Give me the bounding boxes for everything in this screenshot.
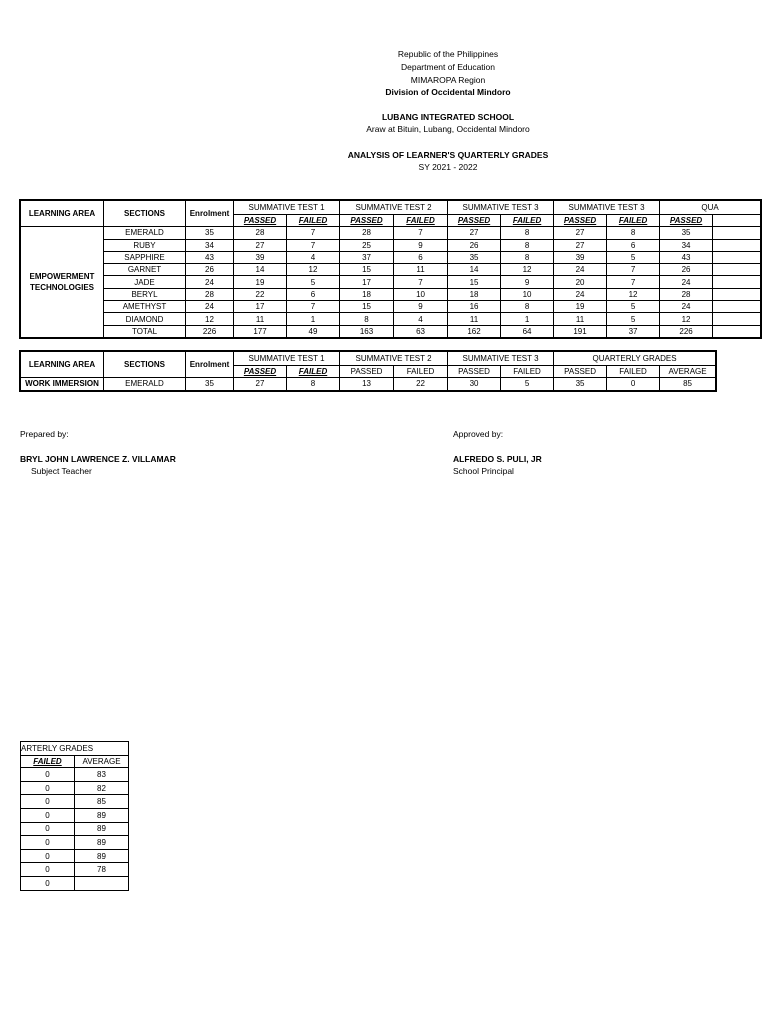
table-row — [21, 822, 129, 836]
header-region: MIMAROPA Region — [410, 75, 486, 85]
table-row — [21, 795, 129, 809]
subhead-passed: PASSED — [448, 366, 501, 378]
group-quarterly-grades: QUARTERLY GRADES — [554, 352, 716, 366]
value-cell — [713, 227, 761, 239]
section-cell: GARNET — [104, 264, 186, 276]
average-cell: 78 — [75, 863, 129, 877]
value-cell: 7 — [394, 227, 448, 239]
col-learning-area: LEARNING AREA — [21, 201, 104, 227]
value-cell: 24 — [554, 264, 607, 276]
table-row — [21, 877, 129, 891]
value-cell: 30 — [448, 378, 501, 390]
table-row — [21, 313, 761, 325]
subhead-average: AVERAGE — [75, 756, 129, 768]
work-immersion-table — [20, 351, 716, 391]
section-cell: EMERALD — [104, 378, 186, 390]
school-name: LUBANG INTEGRATED SCHOOL — [381, 112, 515, 122]
value-cell: 8 — [607, 227, 660, 239]
subhead-passed: PASSED — [340, 215, 394, 227]
value-cell: 63 — [394, 325, 448, 337]
table-row — [21, 781, 129, 795]
subhead-passed: PASSED — [554, 215, 607, 227]
empowerment-table-wrapper — [20, 200, 719, 340]
value-cell: 8 — [501, 239, 554, 251]
value-cell — [713, 288, 761, 300]
value-cell: 27 — [234, 378, 287, 390]
value-cell: 163 — [340, 325, 394, 337]
prepared-by-name: BRYL JOHN LAWRENCE Z. VILLAMAR — [20, 454, 176, 464]
group-summative-test-3b: SUMMATIVE TEST 3 — [554, 201, 660, 215]
value-cell: 17 — [340, 276, 394, 288]
approved-by-label: Approved by: — [453, 429, 504, 439]
value-cell: 43 — [660, 251, 713, 263]
value-cell: 8 — [340, 313, 394, 325]
value-cell: 64 — [501, 325, 554, 337]
value-cell: 7 — [287, 301, 340, 313]
prepared-by-title: Subject Teacher — [31, 466, 92, 476]
value-cell: 11 — [554, 313, 607, 325]
value-cell: 9 — [394, 301, 448, 313]
value-cell: 34 — [660, 239, 713, 251]
value-cell: 5 — [501, 378, 554, 390]
table-row — [21, 264, 761, 276]
subhead-failed: FAILED — [501, 215, 554, 227]
value-cell: 22 — [234, 288, 287, 300]
subhead-empty — [713, 215, 761, 227]
empowerment-table-body — [21, 227, 761, 338]
subhead-failed: FAILED — [287, 215, 340, 227]
value-cell: 8 — [287, 378, 340, 390]
subhead-failed: FAILED — [394, 366, 448, 378]
enrolment-cell: 28 — [186, 288, 234, 300]
continuation-title: ARTERLY GRADES — [21, 742, 129, 756]
value-cell: 11 — [448, 313, 501, 325]
col-sections: SECTIONS — [104, 352, 186, 378]
value-cell: 10 — [501, 288, 554, 300]
average-cell: 85 — [75, 795, 129, 809]
value-cell: 39 — [554, 251, 607, 263]
value-cell: 85 — [660, 378, 716, 390]
value-cell: 12 — [501, 264, 554, 276]
value-cell: 28 — [340, 227, 394, 239]
value-cell: 9 — [501, 276, 554, 288]
value-cell: 11 — [394, 264, 448, 276]
col-learning-area: LEARNING AREA — [21, 352, 104, 378]
value-cell: 39 — [234, 251, 287, 263]
table-row — [21, 227, 761, 239]
prepared-by-label: Prepared by: — [20, 429, 69, 439]
table-row — [21, 276, 761, 288]
section-cell: JADE — [104, 276, 186, 288]
value-cell: 26 — [448, 239, 501, 251]
value-cell: 22 — [394, 378, 448, 390]
subhead-passed: PASSED — [448, 215, 501, 227]
value-cell: 11 — [234, 313, 287, 325]
subhead-failed: FAILED — [607, 215, 660, 227]
header-republic: Republic of the Philippines — [397, 49, 499, 59]
failed-cell: 0 — [21, 781, 75, 795]
subhead-average: AVERAGE — [660, 366, 716, 378]
value-cell: 191 — [554, 325, 607, 337]
section-cell: BERYL — [104, 288, 186, 300]
average-cell: 89 — [75, 809, 129, 823]
value-cell: 27 — [448, 227, 501, 239]
learning-area-cell: WORK IMMERSION — [21, 378, 104, 390]
value-cell: 18 — [340, 288, 394, 300]
table-row — [21, 849, 129, 863]
section-cell: DIAMOND — [104, 313, 186, 325]
value-cell — [713, 313, 761, 325]
subhead-failed: FAILED — [287, 366, 340, 378]
value-cell: 28 — [660, 288, 713, 300]
failed-cell: 0 — [21, 877, 75, 891]
average-cell — [75, 877, 129, 891]
average-cell: 82 — [75, 781, 129, 795]
value-cell: 12 — [607, 288, 660, 300]
school-year: SY 2021 - 2022 — [418, 162, 478, 172]
group-summative-test-3: SUMMATIVE TEST 3 — [448, 352, 554, 366]
document-title: ANALYSIS OF LEARNER'S QUARTERLY GRADES — [347, 150, 549, 160]
value-cell: 28 — [234, 227, 287, 239]
value-cell: 9 — [394, 239, 448, 251]
value-cell: 15 — [340, 264, 394, 276]
value-cell: 5 — [607, 313, 660, 325]
failed-cell: 0 — [21, 863, 75, 877]
value-cell: 177 — [234, 325, 287, 337]
failed-cell: 0 — [21, 768, 75, 782]
average-cell: 89 — [75, 849, 129, 863]
enrolment-cell: 34 — [186, 239, 234, 251]
value-cell: 35 — [660, 227, 713, 239]
subhead-failed: FAILED — [607, 366, 660, 378]
value-cell: 17 — [234, 301, 287, 313]
group-summative-test-1: SUMMATIVE TEST 1 — [234, 352, 340, 366]
enrolment-cell: 43 — [186, 251, 234, 263]
value-cell: 6 — [287, 288, 340, 300]
table-row — [21, 301, 761, 313]
value-cell: 15 — [448, 276, 501, 288]
failed-cell: 0 — [21, 809, 75, 823]
value-cell — [713, 276, 761, 288]
value-cell: 12 — [660, 313, 713, 325]
subhead-passed: PASSED — [234, 366, 287, 378]
col-enrolment: Enrolment — [186, 201, 234, 227]
table-row — [21, 836, 129, 850]
value-cell: 5 — [287, 276, 340, 288]
value-cell: 7 — [607, 276, 660, 288]
enrolment-cell: 35 — [186, 378, 234, 390]
header-department: Department of Education — [400, 62, 496, 72]
enrolment-cell: 24 — [186, 276, 234, 288]
continuation-table-body — [21, 768, 129, 890]
value-cell — [713, 251, 761, 263]
value-cell: 15 — [340, 301, 394, 313]
value-cell — [713, 301, 761, 313]
value-cell: 12 — [287, 264, 340, 276]
value-cell: 14 — [234, 264, 287, 276]
value-cell: 37 — [607, 325, 660, 337]
enrolment-cell: 35 — [186, 227, 234, 239]
table-row — [21, 325, 761, 337]
subhead-passed: PASSED — [554, 366, 607, 378]
value-cell: 5 — [607, 251, 660, 263]
table-row — [21, 251, 761, 263]
value-cell: 35 — [554, 378, 607, 390]
approved-by-name: ALFREDO S. PULI, JR — [453, 454, 542, 464]
value-cell: 1 — [287, 313, 340, 325]
section-cell: SAPPHIRE — [104, 251, 186, 263]
quarterly-grades-continuation-table — [20, 741, 129, 891]
value-cell: 35 — [448, 251, 501, 263]
value-cell: 8 — [501, 251, 554, 263]
section-cell: AMETHYST — [104, 301, 186, 313]
overflow-table-wrapper — [20, 741, 128, 888]
subhead-failed: FAILED — [394, 215, 448, 227]
value-cell: 19 — [554, 301, 607, 313]
col-enrolment: Enrolment — [186, 352, 234, 378]
learning-area-cell: EMPOWERMENT TECHNOLOGIES — [21, 227, 104, 338]
approved-by-title: School Principal — [453, 466, 514, 476]
value-cell: 7 — [394, 276, 448, 288]
value-cell: 5 — [607, 301, 660, 313]
group-summative-test-1: SUMMATIVE TEST 1 — [234, 201, 340, 215]
value-cell: 16 — [448, 301, 501, 313]
failed-cell: 0 — [21, 795, 75, 809]
value-cell — [713, 325, 761, 337]
value-cell: 8 — [501, 227, 554, 239]
value-cell: 24 — [660, 301, 713, 313]
value-cell: 6 — [607, 239, 660, 251]
value-cell: 4 — [394, 313, 448, 325]
value-cell: 24 — [554, 288, 607, 300]
failed-cell: 0 — [21, 849, 75, 863]
table-row — [21, 239, 761, 251]
average-cell: 83 — [75, 768, 129, 782]
value-cell: 7 — [287, 227, 340, 239]
value-cell: 49 — [287, 325, 340, 337]
value-cell: 19 — [234, 276, 287, 288]
enrolment-cell: 12 — [186, 313, 234, 325]
school-address: Araw at Bituin, Lubang, Occidental Mindoro — [366, 124, 530, 134]
failed-cell: 0 — [21, 822, 75, 836]
empowerment-grades-table — [20, 200, 761, 338]
value-cell: 27 — [554, 227, 607, 239]
value-cell: 7 — [607, 264, 660, 276]
enrolment-cell: 226 — [186, 325, 234, 337]
value-cell: 162 — [448, 325, 501, 337]
header-division: Division of Occidental Mindoro — [385, 87, 511, 97]
failed-cell: 0 — [21, 836, 75, 850]
table-row — [21, 863, 129, 877]
table-row — [21, 809, 129, 823]
value-cell: 14 — [448, 264, 501, 276]
value-cell: 25 — [340, 239, 394, 251]
value-cell: 1 — [501, 313, 554, 325]
value-cell — [713, 264, 761, 276]
subhead-passed: PASSED — [660, 215, 713, 227]
value-cell: 37 — [340, 251, 394, 263]
section-cell: EMERALD — [104, 227, 186, 239]
enrolment-cell: 24 — [186, 301, 234, 313]
average-cell: 89 — [75, 836, 129, 850]
value-cell: 4 — [287, 251, 340, 263]
value-cell: 20 — [554, 276, 607, 288]
table-row — [21, 288, 761, 300]
value-cell — [713, 239, 761, 251]
group-summative-test-3: SUMMATIVE TEST 3 — [448, 201, 554, 215]
value-cell: 8 — [501, 301, 554, 313]
value-cell: 0 — [607, 378, 660, 390]
enrolment-cell: 26 — [186, 264, 234, 276]
subhead-failed: FAILED — [21, 756, 75, 768]
subhead-passed: PASSED — [340, 366, 394, 378]
value-cell: 26 — [660, 264, 713, 276]
value-cell: 226 — [660, 325, 713, 337]
subhead-failed: FAILED — [501, 366, 554, 378]
value-cell: 27 — [554, 239, 607, 251]
value-cell: 13 — [340, 378, 394, 390]
group-summative-test-2: SUMMATIVE TEST 2 — [340, 352, 448, 366]
table-row — [21, 768, 129, 782]
value-cell: 24 — [660, 276, 713, 288]
section-cell: RUBY — [104, 239, 186, 251]
value-cell: 18 — [448, 288, 501, 300]
group-summative-test-2: SUMMATIVE TEST 2 — [340, 201, 448, 215]
section-cell: TOTAL — [104, 325, 186, 337]
value-cell: 6 — [394, 251, 448, 263]
col-sections: SECTIONS — [104, 201, 186, 227]
subhead-passed: PASSED — [234, 215, 287, 227]
average-cell: 89 — [75, 822, 129, 836]
value-cell: 7 — [287, 239, 340, 251]
value-cell: 27 — [234, 239, 287, 251]
group-quarterly-grades-clipped: QUA — [660, 201, 761, 215]
value-cell: 10 — [394, 288, 448, 300]
